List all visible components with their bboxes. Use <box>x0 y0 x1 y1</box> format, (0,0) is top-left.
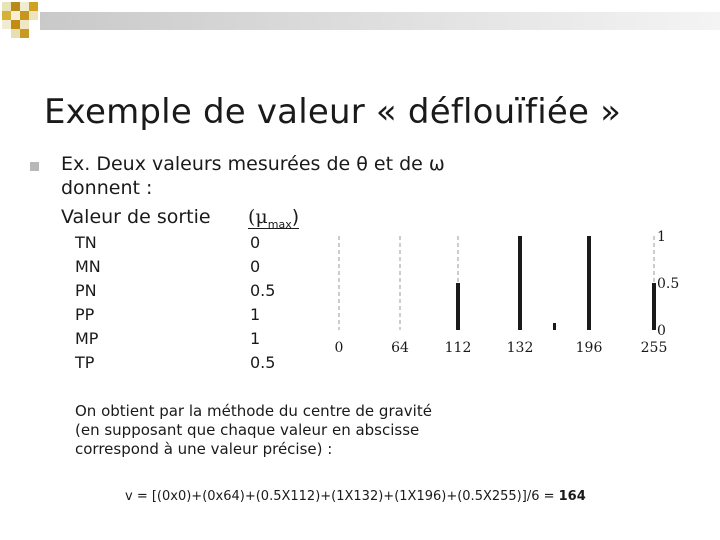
y-tick-label: 0 <box>657 323 666 339</box>
mu-max-header <box>248 206 299 231</box>
row-label: TP <box>75 353 95 372</box>
mu-close: ) <box>291 206 300 228</box>
centroid-formula <box>125 489 586 504</box>
row-label: PP <box>75 305 95 324</box>
decor-square <box>29 2 38 11</box>
row-value: 1 <box>250 329 261 348</box>
decor-square <box>2 11 11 20</box>
row-label: PN <box>75 281 97 300</box>
output-label: Valeur de sortie <box>61 206 211 228</box>
decor-square <box>29 11 38 20</box>
bar-255 <box>652 283 656 330</box>
x-tick-label: 132 <box>506 340 534 356</box>
row-value: 1 <box>250 305 261 324</box>
explanation-paragraph: On obtient par la méthode du centre de gravité (en supposant que chaque valeur en abscisse correspond à une valeur précise) : <box>75 402 432 458</box>
row-value: 0.5 <box>250 281 276 300</box>
row-value: 0.5 <box>250 353 276 372</box>
x-tick-label: 112 <box>444 340 472 356</box>
x-tick-label: 64 <box>391 340 409 356</box>
row-label: MP <box>75 329 99 348</box>
decor-square <box>20 29 29 38</box>
bullet-square-icon <box>30 162 39 171</box>
bar-196 <box>587 236 591 330</box>
decor-square <box>11 20 20 29</box>
bar-132 <box>518 236 522 330</box>
decor-square <box>11 29 20 38</box>
row-label: TN <box>75 233 97 252</box>
decor-square <box>20 20 29 29</box>
y-tick-label: 1 <box>657 229 666 245</box>
x-tick-label: 0 <box>334 340 344 356</box>
decorative-header <box>0 0 720 60</box>
formula-text: v = [(0x0)+(0x64)+(0.5X112)+(1X132)+(1X196)+(0.5X255)]/6 = <box>125 489 559 504</box>
decor-square <box>20 2 29 11</box>
intro-line-1: Ex. Deux valeurs mesurées de θ et de ω <box>61 153 445 175</box>
row-label: MN <box>75 257 101 276</box>
x-tick-label: 196 <box>575 340 603 356</box>
mu-subscript: max <box>267 218 292 231</box>
slide-title: Exemple de valeur « déflouïfiée » <box>44 92 622 132</box>
y-tick-label: 0.5 <box>657 276 680 292</box>
centroid-marker <box>553 323 556 330</box>
decor-square <box>11 2 20 11</box>
mu-open: (μ <box>248 206 268 228</box>
centroid-chart <box>320 222 690 362</box>
bar-112 <box>456 283 460 330</box>
formula-result: 164 <box>558 489 586 504</box>
row-value: 0 <box>250 233 261 252</box>
intro-line-2: donnent : <box>61 177 153 199</box>
decor-square <box>2 2 11 11</box>
decor-square <box>2 20 11 29</box>
decor-square <box>11 11 20 20</box>
row-value: 0 <box>250 257 261 276</box>
decor-gradient-bar <box>40 12 720 30</box>
decor-square <box>20 11 29 20</box>
x-tick-label: 255 <box>640 340 668 356</box>
